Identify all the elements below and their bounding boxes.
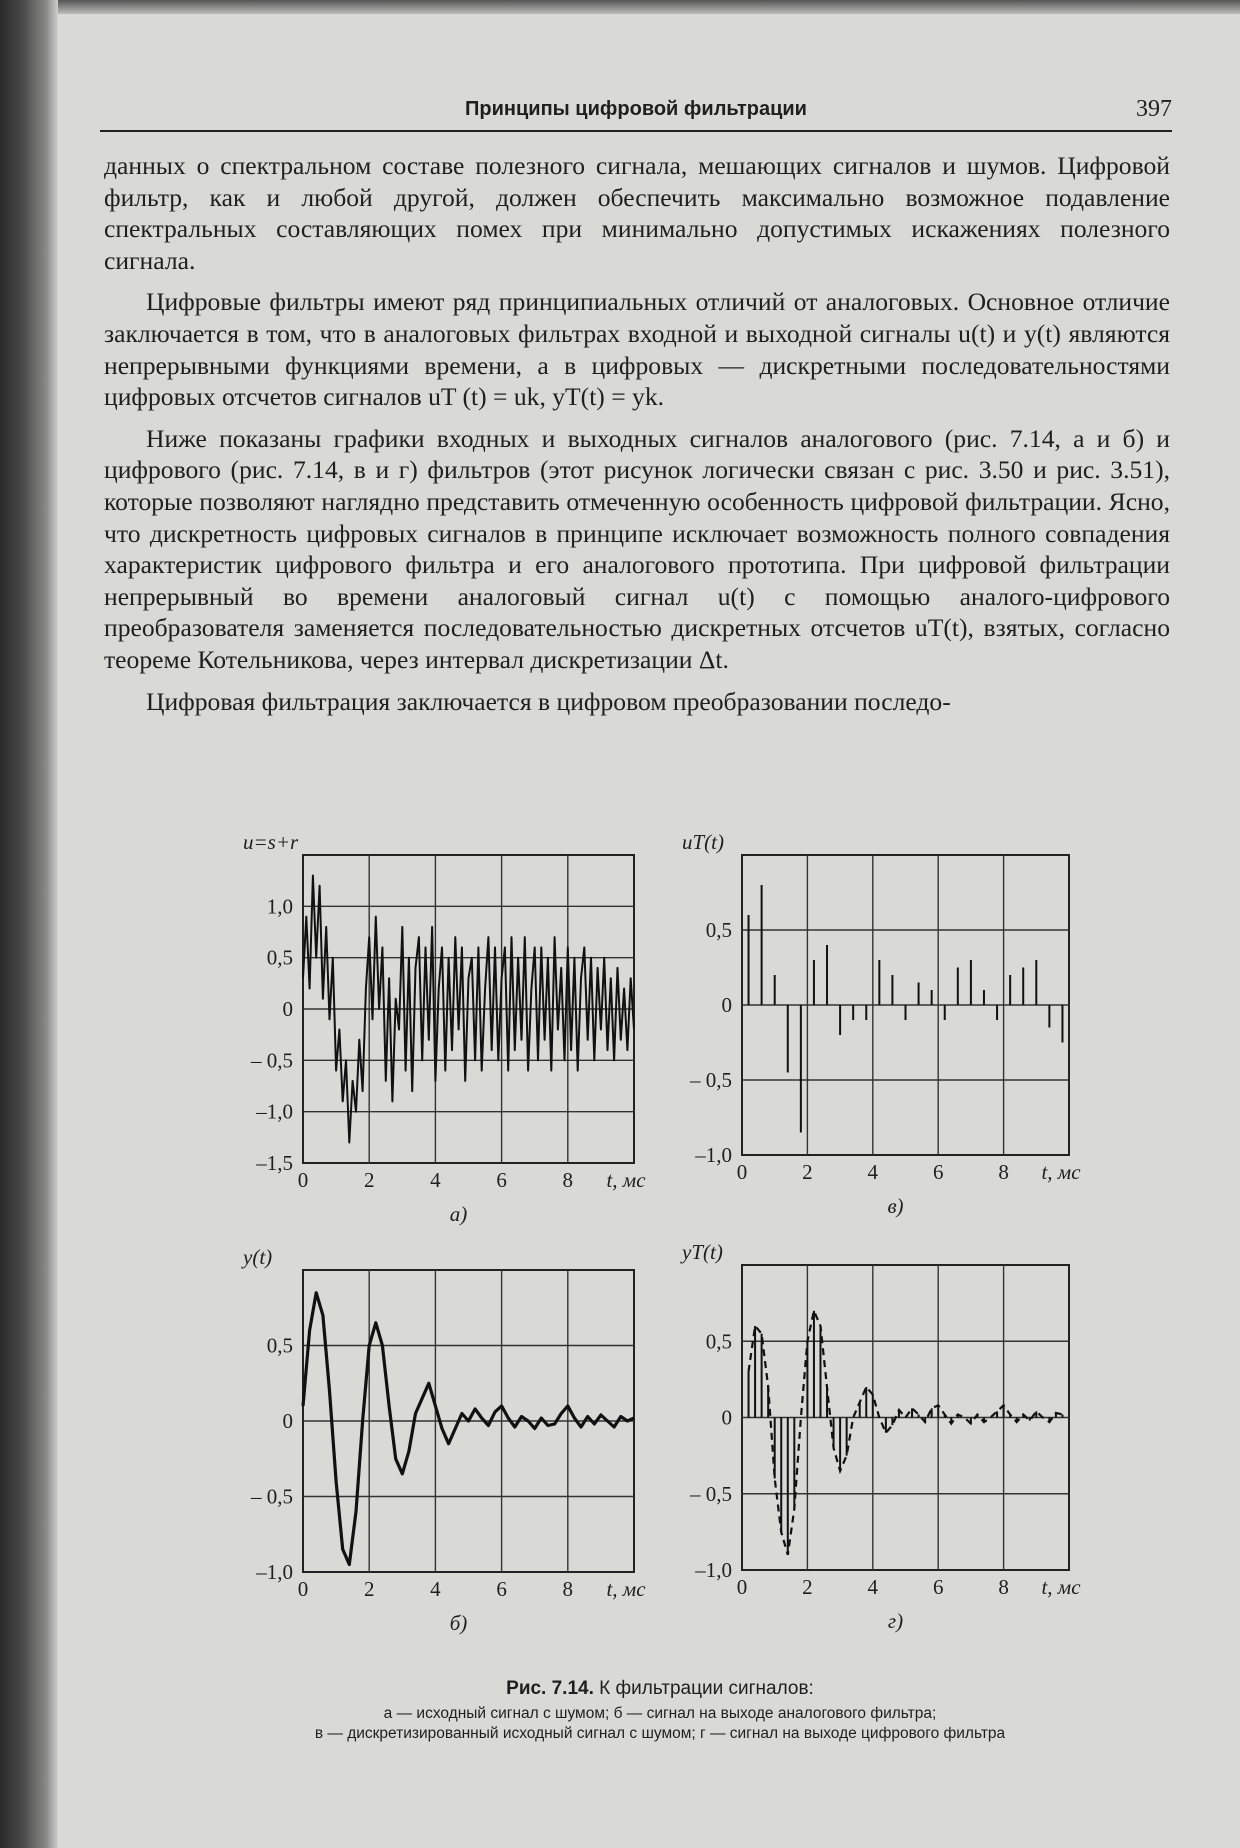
caption-title: К фильтрации сигналов: [599, 1678, 814, 1699]
panel-3-ylabel: uT(t) [682, 830, 724, 854]
panel-2-series-line [303, 1293, 634, 1565]
paragraph-3: Ниже показаны графики входных и выходных сигналов аналогового (рис. 7.14, а и б) и цифрового (рис. 7.14, в и г) фильтров (этот рисунок логически связан с рис. 3.50 и рис. 3.51), которые позволяют наглядно представить отмеченную особенность цифровой фильтрации. Ясно, что дискретность цифровых сигналов в принципе исключает возможность полного совпадения характеристик цифрового фильтра и его аналогового прототипа. При цифровой фильтрации непрерывный во времени аналоговый сигнал u(t) с помощью аналого-цифрового преобразователя заменяется последовательностью дискретных отсчетов uT(t), взятых, согласно теореме Котельникова, через интервал дискретизации Δt. [104, 423, 1170, 674]
paragraph-2: Цифровые фильтры имеют ряд принципиальных отличий от аналоговых. Основное отличие заключается в том, что в аналоговых фильтрах входной и выходной сигналы u(t) и y(t) являются непрерывными функциями времени, а в цифровых — дискретными последовательностями цифровых отсчетов сигналов uT (t) = uk, yT(t) = yk. [104, 287, 1170, 412]
panel-1-ytick-label: 1,0 [266, 894, 293, 919]
panel-1-xlabel: t, мс [606, 1168, 646, 1192]
panel-3-xlabel: t, мс [1041, 1160, 1081, 1184]
panel-4-ytick-label: 0,5 [705, 1329, 732, 1354]
panel-2-xtick-label: 2 [363, 1577, 375, 1601]
panel-2-xtick-label: 6 [496, 1577, 507, 1601]
panel-1-xtick-label: 6 [496, 1168, 507, 1192]
panel-1-ytick-label: 0 [282, 997, 293, 1021]
paragraph-4: Цифровая фильтрация заключается в цифровом преобразовании последо- [146, 686, 951, 716]
panel-3-letter: в) [887, 1194, 904, 1218]
caption-number: Рис. 7.14. [506, 1678, 594, 1699]
panel-2-ytick-label: –1,0 [256, 1560, 293, 1584]
panel-4-xtick-label: 6 [932, 1575, 944, 1599]
paragraph-1: данных о спектральном составе полезного сигнала, мешающих сигналов и шумов. Цифровой фильтр, как и любой другой, должен обеспечить максимально возможное подавление спектральных составляющих помех при минимально допустимых искажениях полезного сигнала. [104, 151, 1170, 275]
panel-3-xtick-label: 0 [736, 1160, 748, 1184]
panel-4-xtick-label: 2 [802, 1575, 813, 1599]
panel-4-xtick-label: 0 [736, 1575, 748, 1599]
panel-2-xlabel: t, мс [606, 1577, 646, 1601]
caption-title-line [150, 1678, 1170, 1700]
panel-1-letter: а) [449, 1202, 468, 1226]
panel-4-ytick-label: 0 [721, 1405, 732, 1430]
panel-3-ytick-label: 0 [721, 993, 732, 1017]
panel-2-ytick-label: 0,5 [266, 1333, 293, 1358]
panel-4-ytick-label: – 0,5 [690, 1481, 732, 1506]
running-title: Принципы цифровой фильтрации [465, 98, 807, 120]
panel-3-xtick-label: 8 [998, 1160, 1009, 1184]
panel-3-ytick-label: 0,5 [705, 918, 732, 942]
panel-3-xtick-label: 6 [932, 1160, 944, 1184]
caption-legend-line-2: в — дискретизированный исходный сигнал с шумом; г — сигнал на выходе цифрового фильтра [314, 1725, 1006, 1742]
panel-3-ytick-label: – 0,5 [690, 1068, 732, 1092]
panel-4-letter: г) [887, 1609, 904, 1633]
panel-1-xtick-label: 8 [562, 1168, 574, 1192]
panel-2-ytick-label: – 0,5 [251, 1484, 293, 1509]
panel-2-ylabel: y(t) [243, 1245, 273, 1269]
panel-1-ytick-label: –1,0 [256, 1099, 293, 1124]
panel-4-xtick-label: 4 [867, 1575, 879, 1599]
panel-1-xtick-label: 4 [430, 1168, 441, 1192]
panel-4-ytick-label: –1,0 [695, 1558, 732, 1582]
panel-4-envelope-dashed [749, 1311, 1063, 1555]
panel-2-xtick-label: 8 [562, 1577, 574, 1601]
panel-1-ytick-label: –1,5 [256, 1151, 293, 1175]
panel-2-ytick-label: 0 [282, 1409, 293, 1433]
panel-2-xtick-label: 4 [430, 1577, 441, 1601]
panel-2-xtick-label: 0 [297, 1577, 309, 1601]
panel-4-ylabel: yT(t) [682, 1240, 723, 1264]
panel-3-xtick-label: 4 [867, 1160, 879, 1184]
figure-caption [150, 1678, 1170, 1744]
panel-4-xlabel: t, мс [1041, 1575, 1081, 1599]
panel-3-ytick-label: –1,0 [695, 1143, 732, 1167]
panel-1-xtick-label: 0 [297, 1168, 309, 1192]
panel-1-ylabel: u=s+r [243, 830, 299, 854]
panel-1-ytick-label: – 0,5 [251, 1048, 293, 1073]
page-number: 397 [1136, 96, 1172, 122]
panel-1-xtick-label: 2 [363, 1168, 375, 1192]
caption-legend-line-1: а — исходный сигнал с шумом; б — сигнал на выходе аналогового фильтра; [383, 1705, 937, 1722]
panel-4-xtick-label: 8 [998, 1575, 1009, 1599]
panel-2-letter: б) [449, 1611, 468, 1635]
panel-1-ytick-label: 0,5 [266, 945, 293, 970]
panel-3-xtick-label: 2 [802, 1160, 813, 1184]
